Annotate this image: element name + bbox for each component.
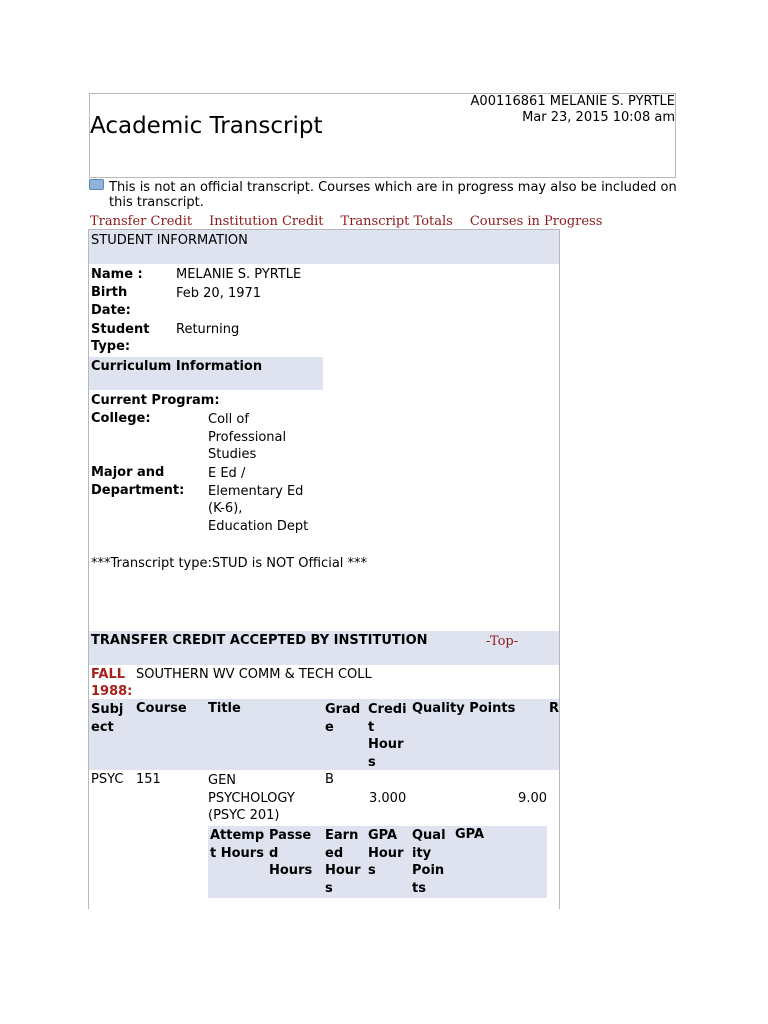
name-label: Name : xyxy=(91,267,143,282)
col-gpa: GPA xyxy=(455,827,485,842)
col-course: Course xyxy=(136,701,187,716)
row-title: GEN PSYCHOLOGY (PSYC 201) xyxy=(208,773,295,823)
student-type-value: Returning xyxy=(176,322,240,337)
college-label: College: xyxy=(91,411,151,426)
term-label-2: 1988: xyxy=(91,684,133,699)
col-passed-hours: Passe d Hours xyxy=(269,828,313,878)
birth-label: Birth xyxy=(91,285,128,300)
birth-value: Feb 20, 1971 xyxy=(176,286,262,301)
name-value: MELANIE S. PYRTLE xyxy=(176,267,302,282)
page-title: Academic Transcript xyxy=(90,113,323,139)
transcript-type-note: ***Transcript type:STUD is NOT Official *** xyxy=(91,556,368,571)
section-links xyxy=(90,214,619,229)
col-grade: Grad e xyxy=(325,702,361,735)
student-type-label-2: Type: xyxy=(91,339,131,354)
birth-label-2: Date: xyxy=(91,303,131,318)
row-subject: PSYC xyxy=(91,772,124,787)
major-value: E Ed / Elementary Ed (K-6), Education Dept xyxy=(208,466,309,534)
info-note-icon xyxy=(89,179,104,190)
transfer-credit-heading: TRANSFER CREDIT ACCEPTED BY INSTITUTION xyxy=(91,633,428,648)
col-attempt-hours: Attemp t Hours xyxy=(210,828,265,861)
col-subject: Subj ect xyxy=(91,702,124,735)
link-transfer-credit[interactable]: Transfer Credit xyxy=(90,214,193,229)
curriculum-heading: Curriculum Information xyxy=(91,359,263,374)
current-program-label: Current Program: xyxy=(91,393,220,408)
institution-name: SOUTHERN WV COMM & TECH COLL xyxy=(136,667,372,682)
row-course: 151 xyxy=(136,772,161,787)
link-courses-in-progress[interactable]: Courses in Progress xyxy=(469,214,603,229)
col-title: Title xyxy=(208,701,241,716)
col-earned-hours: Earn ed Hour s xyxy=(325,828,361,896)
term-label: FALL xyxy=(91,667,126,682)
major-label-2: Department: xyxy=(91,483,185,498)
col-gpa-hours: GPA Hour s xyxy=(368,828,404,878)
student-type-label: Student xyxy=(91,322,150,337)
student-info-heading: STUDENT INFORMATION xyxy=(91,233,248,248)
link-transcript-totals[interactable]: Transcript Totals xyxy=(340,214,453,229)
college-value: Coll of Professional Studies xyxy=(208,412,287,462)
col-quality-points: Quality Points xyxy=(412,701,516,716)
student-id-name: A00116861 MELANIE S. PYRTLE xyxy=(470,94,675,109)
report-datetime: Mar 23, 2015 10:08 am xyxy=(522,110,675,125)
row-quality-points: 9.00 xyxy=(518,791,547,806)
link-institution-credit[interactable]: Institution Credit xyxy=(209,214,324,229)
major-label: Major and xyxy=(91,465,165,480)
row-credit-hours: 3.000 xyxy=(369,791,407,806)
col-r: R xyxy=(549,701,560,716)
top-link[interactable]: -Top- xyxy=(486,634,519,649)
row-grade: B xyxy=(325,772,334,787)
notice-line-2: this transcript. xyxy=(109,195,204,210)
col-quality-points-total: Qual ity Poin ts xyxy=(412,828,446,896)
notice-line-1: This is not an official transcript. Courses which are in progress may also be included on xyxy=(109,180,677,195)
col-credit-hours: Credi t Hour s xyxy=(368,702,407,770)
